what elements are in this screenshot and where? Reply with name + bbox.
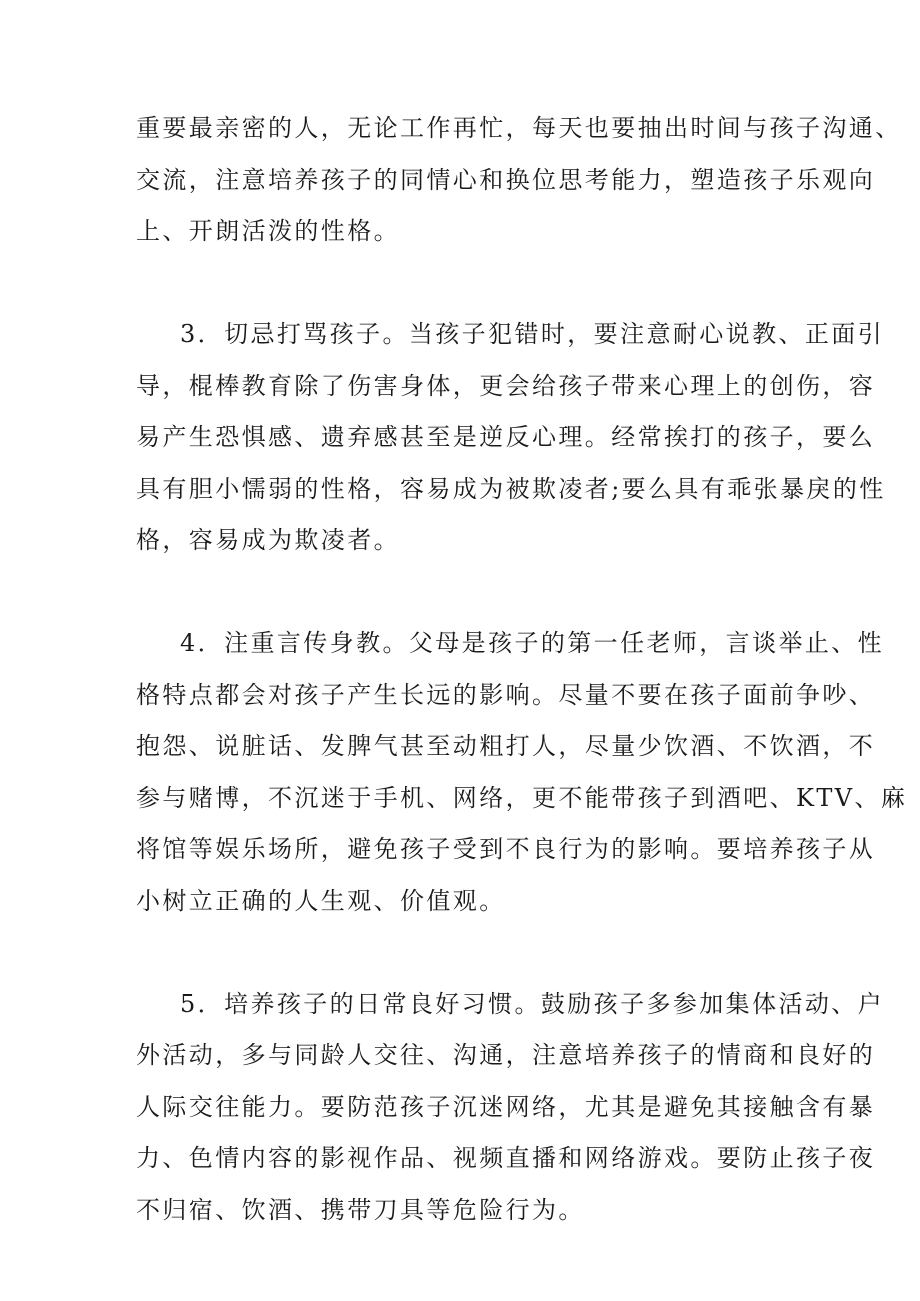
paragraph-line: 5．培养孩子的日常良好习惯。鼓励孩子多参加集体活动、户 [180,990,885,1018]
paragraph-line: 4．注重言传身教。父母是孩子的第一任老师，言谈举止、性 [180,629,885,657]
paragraph-line: 外活动，多与同龄人交往、沟通，注意培养孩子的情商和良好的 [136,1041,876,1069]
paragraph-line: 抱怨、说脏话、发脾气甚至动粗打人，尽量少饮酒、不饮酒，不 [136,732,876,760]
paragraph-line: 将馆等娱乐场所，避免孩子受到不良行为的影响。要培养孩子从 [136,835,876,863]
paragraph-line: 力、色情内容的影视作品、视频直播和网络游戏。要防止孩子夜 [136,1144,876,1172]
paragraph-line: 3．切忌打骂孩子。当孩子犯错时，要注意耐心说教、正面引 [180,320,885,348]
paragraph-line: 交流，注意培养孩子的同情心和换位思考能力，塑造孩子乐观向 [136,166,876,194]
paragraph-line: 重要最亲密的人，无论工作再忙，每天也要抽出时间与孩子沟通、 [136,114,902,142]
paragraph-line: 格，容易成为欺凌者。 [136,526,400,554]
paragraph-line: 具有胆小懦弱的性格，容易成为被欺凌者;要么具有乖张暴戾的性 [136,475,886,503]
paragraph-line: 易产生恐惧感、遗弃感甚至是逆反心理。经常挨打的孩子，要么 [136,423,876,451]
paragraph-line: 不归宿、饮酒、携带刀具等危险行为。 [136,1196,585,1224]
paragraph-line: 参与赌博，不沉迷于手机、网络，更不能带孩子到酒吧、KTV、麻 [136,784,908,812]
paragraph-line: 小树立正确的人生观、价值观。 [136,887,506,915]
paragraph-line: 导，棍棒教育除了伤害身体，更会给孩子带来心理上的创伤，容 [136,372,876,400]
paragraph-line: 格特点都会对孩子产生长远的影响。尽量不要在孩子面前争吵、 [136,681,876,709]
paragraph-line: 上、开朗活泼的性格。 [136,217,400,245]
paragraph-line: 人际交往能力。要防范孩子沉迷网络，尤其是避免其接触含有暴 [136,1093,876,1121]
